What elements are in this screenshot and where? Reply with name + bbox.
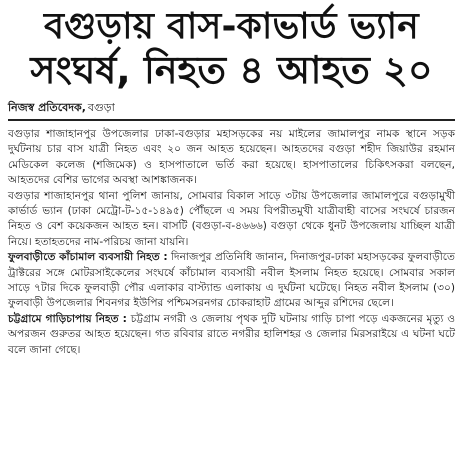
paragraph-1	[8, 127, 455, 189]
byline	[8, 100, 455, 116]
byline-place: বগুড়া	[87, 101, 115, 114]
headline	[8, 6, 455, 92]
paragraph-2	[8, 189, 455, 251]
headline-line-2: সংঘর্ষ, নিহত ৪ আহত ২০	[30, 48, 433, 92]
subheading-fulbari: ফুলবাড়ীতে কাঁচামাল ব্যবসায়ী নিহত :	[8, 251, 168, 264]
paragraph-text: বগুড়ার শাজাহানপুর থানা পুলিশ জানায়, সোমবার বিকাল সাড়ে ৩টায় উপজেলার জামালপুরে বগুড়ামুখী কার্ভার্ড ভ্যান (ঢাকা মেট্রো-ট-১৫-১৪৯৫) পৌঁছলে এ সময় বিপরীতমুখী যাত্রীবাহী বাসের সংঘর্ষে চারজন নিহত ও বেশ কয়েকজন আহত হন। বাসটি (বগুড়া-ব-৪৬৬৬) বগুড়া থেকে ধুনট উপজেলায় যাচ্ছিল যাত্রী নিয়ে। হতাহতদের নাম-পরিচয় জানা যায়নি।	[8, 189, 455, 248]
subheading-chattogram: চট্টগ্রামে গাড়িচাপায় নিহত :	[8, 312, 127, 325]
paragraph-3	[8, 250, 455, 312]
headline-line-1: বগুড়ায় বাস-কাভার্ড ভ্যান	[44, 6, 419, 47]
byline-divider	[8, 119, 455, 121]
paragraph-text: চট্টগ্রাম নগরী ও জেলায় পৃথক দুটি ঘটনায় গাড়ি চাপা পড়ে একজনের মৃত্যু ও অপরজন গুরুতর আহত হয়েছেন। গত রবিবার রাতে নগরীর হালিশহর ও জেলার মিরসরাইয়ে এ ঘটনা ঘটে বলে জানা গেছে।	[8, 312, 456, 356]
paragraph-text: দিনাজপুর প্রতিনিধি জানান, দিনাজপুর-ঢাকা মহাসড়কের ফুলবাড়ীতে ট্রাক্টরের সঙ্গে মোটরসাইকেলের সংঘর্ষে কাঁচামাল ব্যবসায়ী নবীল ইসলাম নিহত হয়েছে। সোমবার সকাল সাড়ে ৭টার দিকে ফুলবাড়ী পৌর এলাকার বাস্ট্যান্ড এলাকায় এ দুর্ঘটনা ঘটেছে। নিহত নবীল ইসলাম (৩০) ফুলবাড়ী উপজেলার শিবনগর ইউপির পশ্চিমসরনগর চোকরাহাট গ্রামের আব্দুর রশিদের ছেলে।	[8, 251, 455, 310]
paragraph-4	[8, 312, 455, 358]
byline-reporter: নিজস্ব প্রতিবেদক,	[8, 101, 86, 114]
article-body	[8, 127, 455, 358]
paragraph-text: বগুড়ার শাজাহানপুর উপজেলার ঢাকা-বগুড়ার মহাসড়কের নয় মাইলের জামালপুর নামক স্থানে সড়ক দুর্ঘটনায় চার বাস যাত্রী নিহত এবং ২০ জন আহত হয়েছেন। আহতদের বগুড়া শহীদ জিয়াউর রহমান মেডিকেল কলেজ (শজিমেক) ও হাসপাতালে ভর্তি করা হয়েছে। হাসপাতালের চিকিৎসকরা বলছেন, আহতদের বেশির ভাগের অবস্থা আশঙ্কাজনক।	[8, 128, 455, 187]
